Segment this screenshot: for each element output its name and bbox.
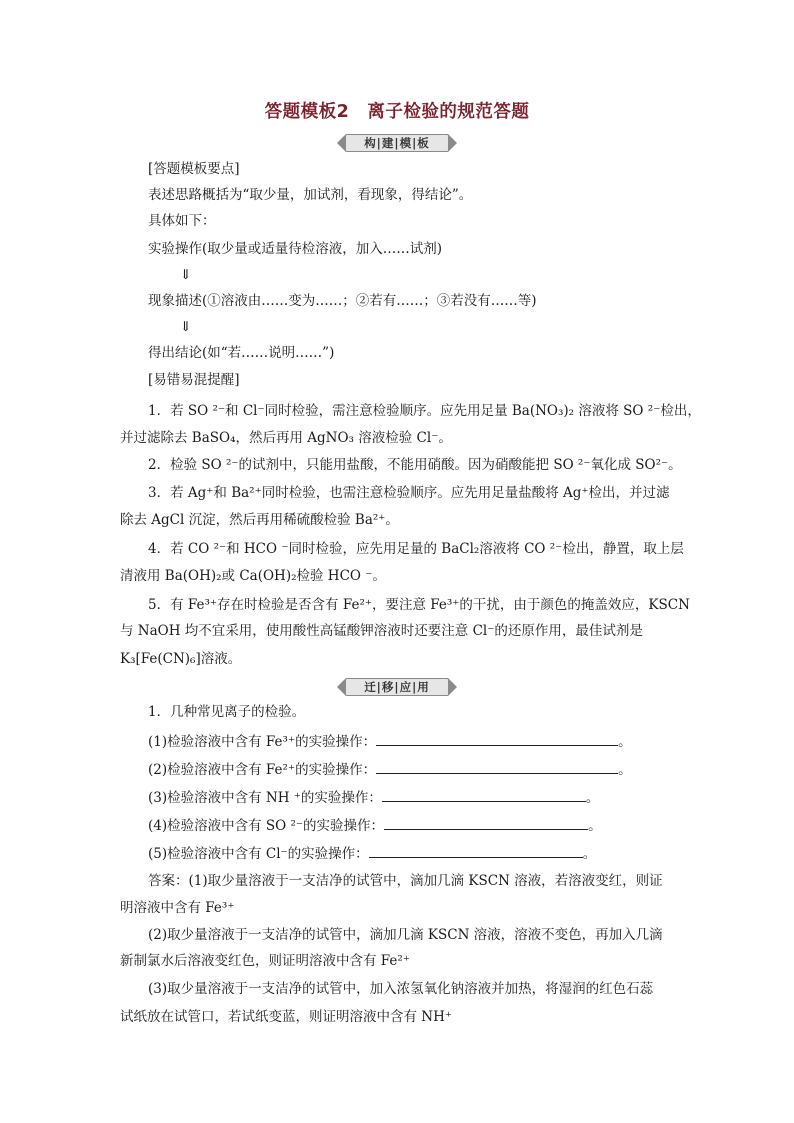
reminder-line: 与 NaOH 均不宜采用，使用酸性高锰酸钾溶液时还要注意 Cl⁻的还原作用，最佳试剂是 <box>120 623 643 639</box>
question-item-label: (1)检验溶液中含有 Fe³⁺的实验操作： <box>148 734 377 750</box>
question-item <box>148 787 599 807</box>
question-item-end: 。 <box>588 818 602 834</box>
question-item-end: 。 <box>618 734 632 750</box>
template-detail-intro: 具体如下： <box>148 213 216 229</box>
banner-label-build: 构|建|模|板 <box>345 134 449 152</box>
reminder-line: 清液用 Ba(OH)₂或 Ca(OH)₂检验 HCO ⁻。 <box>120 568 386 584</box>
reminder-line: 4．若 CO ²⁻和 HCO ⁻同时检验，应先用足量的 BaCl₂溶液将 CO ²⁻检出，静置，取上层 <box>148 541 684 557</box>
template-step-phenomenon: 现象描述(①溶液由……变为……；②若有……；③若没有……等) <box>148 293 537 309</box>
question-item-label: (4)检验溶液中含有 SO ²⁻的实验操作： <box>148 818 385 834</box>
answer-line: 新制氯水后溶液变红色，则证明溶液中含有 Fe²⁺ <box>120 953 410 969</box>
answer-line: (3)取少量溶液于一支洁净的试管中，加入浓氢氧化钠溶液并加热，将湿润的红色石蕊 <box>148 981 654 997</box>
answer-blank[interactable] <box>376 731 618 746</box>
answer-blank[interactable] <box>384 815 588 830</box>
question-item <box>148 815 602 835</box>
answer-blank[interactable] <box>369 843 583 858</box>
question-item <box>148 731 632 751</box>
question-item-end: 。 <box>582 846 597 862</box>
banner-label-apply: 迁|移|应|用 <box>345 678 449 696</box>
error-reminder-heading: [易错易混提醒] <box>148 372 240 388</box>
answer-line: 明溶液中含有 Fe³⁺ <box>120 900 235 916</box>
question-item <box>148 843 596 863</box>
answer-line: 答案：(1)取少量溶液于一支洁净的试管中，滴加几滴 KSCN 溶液，若溶液变红，则证 <box>148 873 663 889</box>
reminder-line: 2．检验 SO ²⁻的试剂中，只能用盐酸，不能用硝酸。因为硝酸能把 SO ²⁻氧化成 SO²⁻。 <box>148 457 682 473</box>
question-item-label: (2)检验溶液中含有 Fe²⁺的实验操作： <box>148 762 377 778</box>
question-item <box>148 759 632 779</box>
down-arrow-icon: ⇓ <box>180 267 192 283</box>
question-stem: 1．几种常见离子的检验。 <box>148 704 306 720</box>
answer-blank[interactable] <box>376 759 618 774</box>
reminder-line: 3．若 Ag⁺和 Ba²⁺同时检验，也需注意检验顺序。应先用足量盐酸将 Ag⁺检出，并过滤 <box>148 485 670 501</box>
down-arrow-icon: ⇓ <box>180 319 192 335</box>
answer-line: (2)取少量溶液于一支洁净的试管中，滴加几滴 KSCN 溶液，溶液不变色，再加入几滴 <box>148 927 663 943</box>
section-banner-apply <box>0 678 794 696</box>
reminder-line: 并过滤除去 BaSO₄，然后再用 AgNO₃ 溶液检验 Cl⁻。 <box>120 430 452 446</box>
question-item-end: 。 <box>618 762 632 778</box>
answer-line: 试纸放在试管口，若试纸变蓝，则证明溶液中含有 NH⁺ <box>120 1009 453 1025</box>
question-item-label: (3)检验溶液中含有 NH ⁺的实验操作： <box>148 790 382 806</box>
section-banner-build <box>0 134 794 152</box>
question-item-end: 。 <box>585 790 600 806</box>
page-title: 答题模板2 离子检验的规范答题 <box>264 102 530 122</box>
template-step-conclusion: 得出结论(如“若……说明……”) <box>148 345 335 361</box>
reminder-line: 除去 AgCl 沉淀，然后再用稀硫酸检验 Ba²⁺。 <box>120 512 399 528</box>
template-summary: 表述思路概括为“取少量，加试剂，看现象，得结论”。 <box>148 187 473 203</box>
reminder-line: 5．有 Fe³⁺存在时检验是否含有 Fe²⁺，要注意 Fe³⁺的干扰，由于颜色的掩盖效应，KSCN <box>148 597 690 613</box>
template-step-operation: 实验操作(取少量或适量待检溶液，加入……试剂) <box>148 241 443 257</box>
answer-blank[interactable] <box>382 787 586 802</box>
reminder-line: 1．若 SO ²⁻和 Cl⁻同时检验，需注意检验顺序。应先用足量 Ba(NO₃)₂ 溶液将 SO ²⁻检出， <box>148 403 701 419</box>
reminder-line: K₃[Fe(CN)₆]溶液。 <box>120 651 242 667</box>
template-points-heading: [答题模板要点] <box>148 161 240 177</box>
question-item-label: (5)检验溶液中含有 Cl⁻的实验操作： <box>148 846 369 862</box>
